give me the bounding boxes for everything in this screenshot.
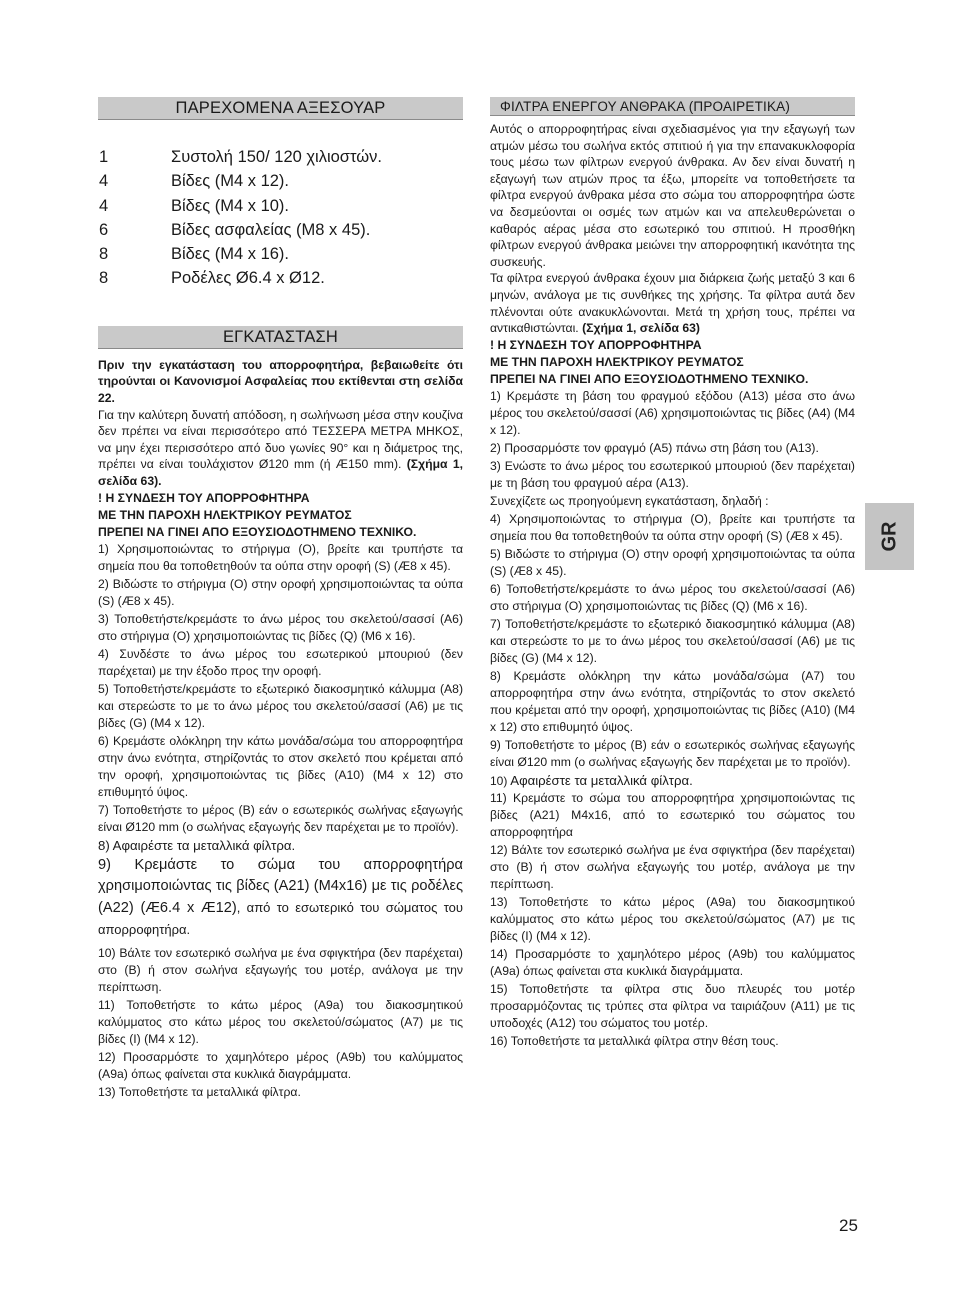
step-item: 5) Βιδώστε το στήριγμα (O) στην οροφή χρησιμοποιώντας τα ούπα (S) (Æ8 x 45).: [490, 546, 855, 578]
installation-steps: [98, 541, 463, 1101]
step-item: 8) Κρεμάστε ολόκληρη την κάτω μονάδα/σώμα (A7) του απορροφητήρα στην άνω ενότητα, στηρίζοντάς το στον σκελετό που κρέμεται από την οροφή, χρησιμοποιώντας τις βίδες (A10) (M4 x 12) στο επιθυμητό ύψος.: [490, 668, 855, 734]
filters-lifetime-paragraph: [490, 270, 855, 336]
carbon-filters-heading: ΦΙΛΤΡΑ ΕΝΕΡΓΟΥ ΑΝΘΡΑΚΑ (ΠΡΟΑΙΡΕΤΙΚΑ): [490, 97, 855, 116]
electrical-warning: [98, 490, 463, 541]
step-item: 14) Προσαρμόστε το χαμηλότερο μέρος (A9b) του καλύμματος (A9a) όπως φαίνεται στα κυκλικά διαγράμματα.: [490, 946, 855, 978]
filters-paragraph: Αυτός ο απορροφητήρας είναι σχεδιασμένος για την εξαγωγή των ατμών μέσω του σωλήνα εκτός σπιτιού ή για την επανακυκλοφορία τους μέσω των φίλτρων ενεργού άνθρακα. Αν δεν είναι δυνατή η εξαγωγή των ατμών προς τα έξω, μπορείτε να τοποθετήσετε τα φίλτρα ενεργού άνθρακα μέσα στο σώμα του απορροφητήρα ώστε να δεσμεύονται οι οσμές των ατμών και να απελευθερώνεται ο καθαρός αέρας μέσα στο εσωτερικό του σπιτιού. Η προσθήκη φίλτρων ενεργού άνθρακα μειώνει την απορροφητική ικανότητα της συσκευής.: [490, 122, 855, 269]
list-item: [98, 194, 463, 218]
step-item: 4) Χρησιμοποιώντας το στήριγμα (O), βρείτε και τρυπήστε τα σημεία που θα τοποθετηθούν τα ούπα στην οροφή (S) (Æ8 x 45).: [490, 511, 855, 543]
accessory-qty: 8: [99, 269, 109, 288]
step-item: 3) Ενώστε το άνω μέρος του εσωτερικού μπουριού (δεν παρέχεται) με τη βάση του φραγμού αέρα (A13).: [490, 458, 855, 490]
accessory-qty: 1: [99, 148, 109, 166]
step-9-main: 9) Κρεμάστε το σώμα του απορροφητήρα χρησιμοποιώντας τις βίδες (A21) (M4x16) με τις ροδέλες (A22) (Æ6.4 x Æ12): [98, 856, 463, 916]
step-item: 1) Χρησιμοποιώντας το στήριγμα (O), βρείτε και τρυπήστε τα σημεία που θα τοποθετηθούν τα ούπα στην οροφή (S) (Æ8 x 45).: [98, 541, 463, 573]
step-9-tail: , από το εσωτερικό του σώματος του απορροφητήρα.: [98, 899, 463, 937]
installation-heading: ΕΓΚΑΤΑΣΤΑΣΗ: [98, 326, 463, 349]
accessory-desc: Συστολή 150/ 120 χιλιοστών.: [171, 148, 382, 166]
list-item: [98, 242, 463, 266]
lifetime-text: Τα φίλτρα ενεργού άνθρακα έχουν μια διάρκεια ζωής μεταξύ 3 και 6 μηνών, ανάλογα με τις συνθήκες της χρήσης. Τα φίλτρα αυτά δεν πλένονται ούτε ανακυκλώνονται. Μετά τη χρήση τους, πρέπει να αντικαθιστώνται.: [490, 271, 855, 336]
accessories-list: [98, 145, 463, 291]
step-item: 12) Προσαρμόστε το χαμηλότερο μέρος (A9b) του καλύμματος (A9a) όπως φαίνεται στα κυκλικά διαγράμματα.: [98, 1049, 463, 1081]
recirculation-steps: [490, 388, 855, 1050]
step-item: 13) Τοποθετήστε το κάτω μέρος (A9a) του διακοσμητικού καλύμματος στο κάτω μέρος του σκελετού/σώματος (A7) με τις βίδες (I) (M4 x 12).: [490, 894, 855, 943]
accessory-desc: Βίδες (M4 x 10).: [171, 196, 290, 215]
step-item: 6) Κρεμάστε ολόκληρη την κάτω μονάδα/σώμα του απορροφητήρα στην άνω ενότητα, στηρίζοντάς το στον σκελετό που κρέμεται από την οροφή, χρησιμοποιώντας τις βίδες (A10) (M4 x 12) στο επιθυμητό ύψος.: [98, 733, 463, 799]
step-item: 4) Συνδέστε το άνω μέρος του εσωτερικού μπουριού (δεν παρέχεται) με την έξοδο προς την οροφή.: [98, 646, 463, 678]
step-10-num: 10): [490, 773, 508, 788]
step-item: 2) Προσαρμόστε τον φραγμό (A5) πάνω στη βάση του (A13).: [490, 440, 819, 455]
accessory-qty: 8: [99, 245, 109, 264]
list-item: [98, 218, 463, 242]
step-item: 2) Βιδώστε το στήριγμα (O) στην οροφή χρησιμοποιώντας τα ούπα (S) (Æ8 x 45).: [98, 576, 463, 608]
ducting-text: Για την καλύτερη δυνατή απόδοση, η σωλήνωση μέσα στην κουζίνα δεν πρέπει να είναι περισσότερο από ΤΕΣΣΕΡΑ ΜΕΤΡΑ ΜΗΚΟΣ, να μην έχει περισσότερο από δυο γωνίες 90° και η διάμετρος της, πρέπει να είναι τουλάχιστον Ø120 mm (ή Æ150 mm).: [98, 407, 463, 472]
warning-line: ! Η ΣΥΝΔΕΣΗ ΤΟΥ ΑΠΟΡΡΟΦΗΤΗΡΑ: [98, 490, 310, 505]
warning-line: ΜΕ ΤΗΝ ΠΑΡΟΧΗ ΗΛΕΚΤΡΙΚΟΥ ΡΕΥΜΑΤΟΣ: [98, 507, 352, 522]
step-item: 11) Τοποθετήστε το κάτω μέρος (A9a) του διακοσμητικού καλύμματος στο κάτω μέρος του σκελετού/σώματος (A7) με τις βίδες (I) (M4 x 12).: [98, 997, 463, 1046]
accessory-desc: Βίδες (M4 x 12).: [171, 172, 290, 191]
step-item: 16) Τοποθετήστε τα μεταλλικά φίλτρα στην θέση τους.: [490, 1033, 779, 1048]
step-item: 3) Τοποθετήστε/κρεμάστε το άνω μέρος του σκελετού/σασσί (A6) στο στήριγμα (O) χρησιμοποιώντας τις βίδες (Q) (M6 x 16).: [98, 611, 463, 643]
step-item: 15) Τοποθετήστε τα φίλτρα στις δυο πλευρές του μοτέρ προσαρμόζοντας τις τρύπες στα φίλτρα να ταιριάζουν (A11) με τις υποδοχές (A12) του σώματος του μοτέρ.: [490, 981, 855, 1030]
language-tab: [865, 503, 914, 570]
accessory-desc: Βίδες ασφαλείας (M8 x 45).: [171, 220, 371, 239]
accessory-qty: 4: [99, 196, 109, 215]
page-number: 25: [839, 1216, 858, 1235]
step-item: [490, 772, 855, 790]
accessory-qty: 6: [99, 220, 109, 239]
list-item: [98, 266, 463, 290]
figure-ref: (Σχήμα 1, σελίδα 63).: [98, 457, 463, 488]
step-item: 5) Τοποθετήστε/κρεμάστε το εξωτερικό διακοσμητικό κάλυμμα (A8) και στερεώστε το με το άνω μέρος του σκελετού/σασσί (A6) με τις βίδες (G) (M4 x 12).: [98, 681, 463, 730]
figure-ref: (Σχήμα 1, σελίδα 63): [582, 321, 700, 336]
step-item: [98, 855, 463, 941]
step-item: 13) Τοποθετήστε τα μεταλλικά φίλτρα.: [98, 1084, 301, 1099]
step-10-text: Αφαιρέστε τα μεταλλικά φίλτρα.: [507, 772, 693, 788]
warning-line: ΠΡΕΠΕΙ ΝΑ ΓΙΝΕΙ ΑΠΟ ΕΞΟΥΣΙΟΔΟΤΗΜΕΝΟ ΤΕΧΝΙΚΟ.: [490, 371, 809, 386]
accessory-qty: 4: [99, 172, 109, 191]
step-item: 1) Κρεμάστε τη βάση του φραγμού εξόδου (A13) μέσα στο άνω μέρος του σκελετού/σασσί (A6) χρησιμοποιώντας τις βίδες (A4) (M4 x 12).: [490, 388, 855, 437]
language-code: GR: [878, 521, 900, 552]
right-column: [490, 97, 855, 1051]
ducting-paragraph: [98, 407, 463, 490]
step-item: Συνεχίζετε ως προηγούμενη εγκατάσταση, δηλαδή :: [490, 493, 769, 508]
step-item: 10) Βάλτε τον εσωτερικό σωλήνα με ένα σφιγκτήρα (δεν παρέχεται) στο (B) ή στον σωλήνα εξαγωγής του μοτέρ, ανάλογα με την περίπτωση.: [98, 945, 463, 994]
warning-line: ΠΡΕΠΕΙ ΝΑ ΓΙΝΕΙ ΑΠΟ ΕΞΟΥΣΙΟΔΟΤΗΜΕΝΟ ΤΕΧΝΙΚΟ.: [98, 524, 417, 539]
accessory-desc: Βίδες (M4 x 16).: [171, 245, 290, 264]
electrical-warning: [490, 337, 855, 388]
step-item: 11) Κρεμάστε το σώμα του απορροφητήρα χρησιμοποιώντας τις βίδες (A21) M4x16, από το εσωτερικό του σώματος του απορροφητήρα: [490, 790, 855, 839]
step-item: 7) Τοποθετήστε το μέρος (B) εάν ο εσωτερικός σωλήνας εξαγωγής είναι Ø120 mm (ο σωλήνας εξαγωγής δεν παρέχεται με το προϊόν).: [98, 802, 463, 834]
step-item: 9) Τοποθετήστε το μέρος (B) εάν ο εσωτερικός σωλήνας εξαγωγής είναι Ø120 mm (ο σωλήνας εξαγωγής δεν παρέχεται με το προϊόν).: [490, 737, 855, 769]
step-item: 8) Αφαιρέστε τα μεταλλικά φίλτρα.: [98, 837, 296, 853]
list-item: [98, 145, 463, 169]
step-item: 7) Τοποθετήστε/κρεμάστε το εξωτερικό διακοσμητικό κάλυμμα (A8) και στερεώστε το με το άνω μέρος του σκελετού/σασσί (A6) με τις βίδες (G) (M4 x 12).: [490, 616, 855, 665]
accessory-desc: Ροδέλες Ø6.4 x Ø12.: [171, 269, 325, 288]
step-item: 12) Βάλτε τον εσωτερικό σωλήνα με ένα σφιγκτήρα (δεν παρέχεται) στο (B) ή στον σωλήνα εξαγωγής του μοτέρ, ανάλογα με την περίπτωση.: [490, 842, 855, 891]
left-column: [98, 97, 463, 1102]
accessories-heading: ΠΑΡΕΧΟΜΕΝΑ ΑΞΕΣΟΥΑΡ: [98, 97, 463, 120]
step-item: 6) Τοποθετήστε/κρεμάστε το άνω μέρος του σκελετού/σασσί (A6) στο στήριγμα (O) χρησιμοποιώντας τις βίδες (Q) (M6 x 16).: [490, 581, 855, 613]
warning-line: ΜΕ ΤΗΝ ΠΑΡΟΧΗ ΗΛΕΚΤΡΙΚΟΥ ΡΕΥΜΑΤΟΣ: [490, 354, 744, 369]
list-item: [98, 169, 463, 193]
warning-line: ! Η ΣΥΝΔΕΣΗ ΤΟΥ ΑΠΟΡΡΟΦΗΤΗΡΑ: [490, 337, 702, 352]
safety-intro: Πριν την εγκατάσταση του απορροφητήρα, βεβαιωθείτε ότι τηρούνται οι Κανονισμοί Ασφαλείας που εκτίθενται στη σελίδα 22.: [98, 357, 463, 405]
